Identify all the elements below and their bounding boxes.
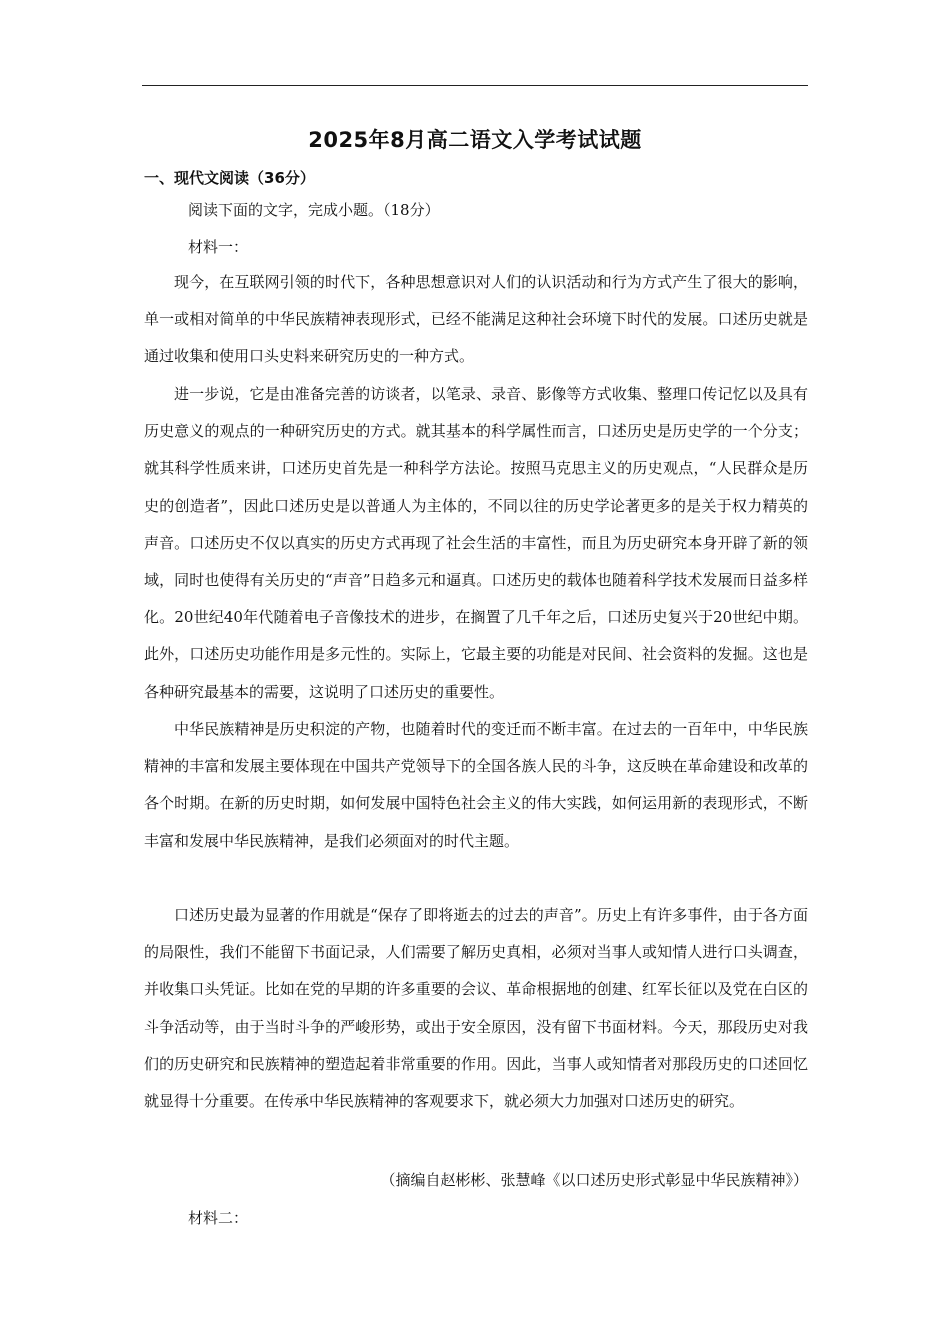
source-citation: （摘编自赵彬彬、张慧峰《以口述历史形式彰显中华民族精神》） <box>380 1171 808 1189</box>
header-rule <box>142 85 808 86</box>
exam-title: 2025年8月高二语文入学考试试题 <box>308 128 642 152</box>
paragraph-3: 中华民族精神是历史积淀的产物，也随着时代的变迁而不断丰富。在过去的一百年中，中华民族精神的丰富和发展主要体现在中国共产党领导下的全国各族人民的斗争，这反映在革命建设和改革的各个时期。在新的历史时期，如何发展中国特色社会主义的伟大实践，如何运用新的表现形式，不断丰富和发展中华民族精神，是我们必须面对的时代主题。 <box>144 720 808 850</box>
paragraph-4: 口述历史最为显著的作用就是“保存了即将逝去的过去的声音”。历史上有许多事件，由于各方面的局限性，我们不能留下书面记录，人们需要了解历史真相，必须对当事人或知情人进行口头调查，并收集口头凭证。比如在党的早期的许多重要的会议、革命根据地的创建、红军长征以及党在白区的斗争活动等，由于当时斗争的严峻形势，或出于安全原因，没有留下书面材料。今天，那段历史对我们的历史研究和民族精神的塑造起着非常重要的作用。因此，当事人或知情者对那段历史的口述回忆就显得十分重要。在传承中华民族精神的客观要求下，就必须大力加强对口述历史的研究。 <box>144 906 808 1111</box>
material-one-label: 材料一： <box>188 238 249 256</box>
section-heading: 一、现代文阅读（36分） <box>144 169 315 187</box>
material-two-label: 材料二： <box>188 1209 249 1227</box>
paragraph-2: 进一步说，它是由准备完善的访谈者，以笔录、录音、影像等方式收集、整理口传记忆以及具有历史意义的观点的一种研究历史的方式。就其基本的科学属性而言，口述历史是历史学的一个分支；就其科学性质来讲，口述历史首先是一种科学方法论。按照马克思主义的历史观点，“人民群众是历史的创造者”，因此口述历史是以普通人为主体的，不同以往的历史学论著更多的是关于权力精英的声音。口述历史不仅以真实的历史方式再现了社会生活的丰富性，而且为历史研究本身开辟了新的领域，同时也使得有关历史的“声音”日趋多元和逼真。口述历史的载体也随着科学技术发展而日益多样化。20世纪40年代随着电子音像技术的进步，在搁置了几千年之后，口述历史复兴于20世纪中期。此外，口述历史功能作用是多元性的。实际上，它最主要的功能是对民间、社会资料的发掘。这也是各种研究最基本的需要，这说明了口述历史的重要性。 <box>144 385 808 701</box>
reading-instruction: 阅读下面的文字，完成小题。（18分） <box>188 201 440 219</box>
paragraph-1: 现今，在互联网引领的时代下，各种思想意识对人们的认识活动和行为方式产生了很大的影响，单一或相对简单的中华民族精神表现形式，已经不能满足这种社会环境下时代的发展。口述历史就是通过收集和使用口头史料来研究历史的一种方式。 <box>144 273 808 366</box>
